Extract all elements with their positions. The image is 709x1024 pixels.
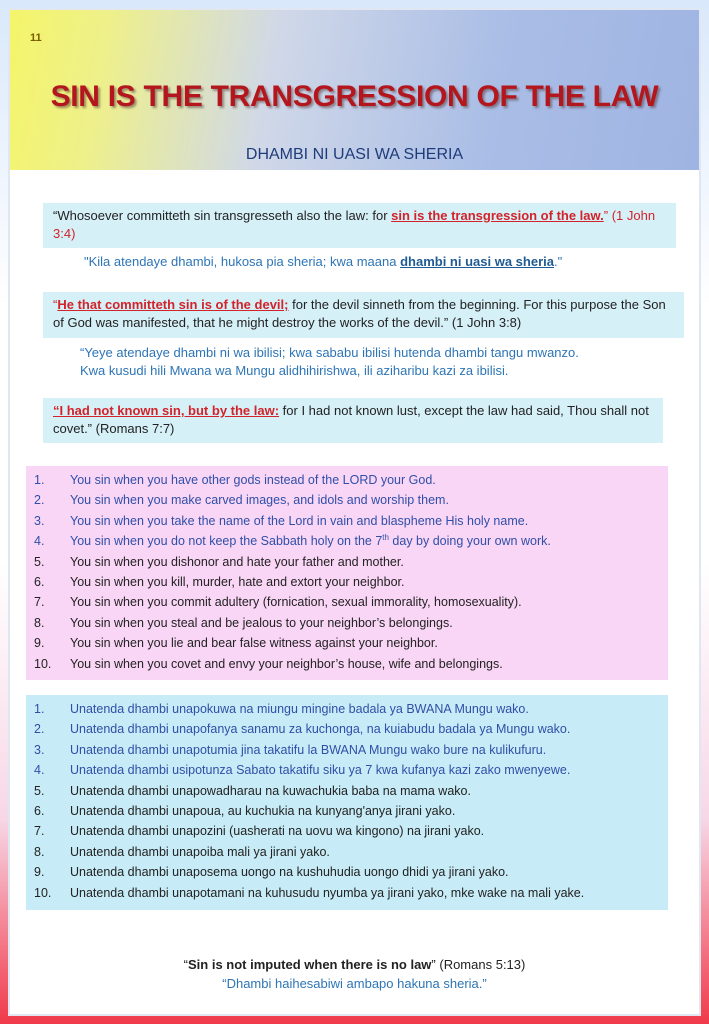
list-item: [26, 470, 668, 490]
list-item-number: 8.: [34, 615, 45, 630]
list-item: [26, 760, 668, 780]
list-item-number: 10.: [34, 885, 52, 900]
list-item: [26, 531, 668, 551]
verse-1-sw-highlight: dhambi ni uasi wa sheria: [400, 254, 554, 269]
verse-2-swahili: [80, 344, 690, 380]
list-item: [26, 781, 668, 801]
list-item-number: 7.: [34, 824, 45, 839]
list-item-text: Unatenda dhambi usipotunza Sabato takatifu siku ya 7 kwa kufanya kazi zako mwenyewe.: [70, 763, 571, 778]
list-item-text: You sin when you commit adultery (fornication, sexual immorality, homosexuality).: [70, 595, 522, 610]
list-item-number: 3.: [34, 742, 45, 757]
list-item: [26, 633, 668, 653]
list-item-text: Unatenda dhambi unaposema uongo na kushuhudia uongo dhidi ya jirani yako.: [70, 865, 509, 880]
list-item-number: 9.: [34, 865, 45, 880]
verse-2-text: for the devil sinneth from the beginning. For this purpose the Son of God was manifested, that he might destroy the works of the devil.” (1 John 3:8): [53, 297, 666, 330]
list-item-number: 1.: [34, 473, 45, 487]
verse-2-sw-line-1: “Yeye atendaye dhambi ni wa ibilisi; kwa sababu ibilisi hutenda dhambi tangu mwanzo.: [80, 345, 579, 360]
list-item-text: You sin when you kill, murder, hate and extort your neighbor.: [70, 574, 405, 589]
list-item-number: 4.: [34, 763, 45, 778]
list-item-text: You sin when you take the name of the Lord in vain and blaspheme His holy name.: [70, 513, 529, 528]
list-item: [26, 842, 668, 862]
list-item-text: Unatenda dhambi unapowadharau na kuwachukia baba na mama wako.: [70, 783, 471, 798]
list-item: [26, 654, 668, 674]
verse-2-open-quote: “: [53, 297, 58, 312]
list-item: [26, 883, 668, 903]
list-item-number: 7.: [34, 595, 45, 610]
list-item-text-end: day by doing your own work.: [388, 534, 551, 549]
verse-1-sw-text: "Kila atendaye dhambi, hukosa pia sheria; kwa maana: [84, 254, 401, 269]
list-item-text: Unatenda dhambi unapoiba mali ya jirani yako.: [70, 844, 330, 859]
verse-3-text: for I had not known lust, except the law had said, Thou shall not covet.” (Romans 7:7): [53, 403, 649, 436]
list-item-number: 3.: [34, 513, 45, 528]
list-item-number: 5.: [34, 554, 45, 569]
list-item-number: 1.: [34, 702, 45, 716]
verse-3-english: [53, 402, 653, 438]
verse-1-reference: ” (1 John 3:4): [53, 208, 656, 241]
list-item-text: You sin when you steal and be jealous to your neighbor’s belongings.: [70, 615, 453, 630]
verse-1-text: “Whosoever committeth sin transgresseth also the law: for: [53, 208, 392, 223]
list-item-number: 6.: [34, 574, 45, 589]
verse-1-sw-end: .": [553, 254, 563, 269]
verse-2-english: [53, 296, 674, 332]
footer-quote-swahili: “Dhambi haihesabiwi ambapo hakuna sheria.”: [222, 976, 487, 991]
list-item-text: You sin when you make carved images, and idols and worship them.: [70, 493, 449, 508]
list-item: [26, 719, 668, 739]
list-item: [26, 552, 668, 572]
verse-1-highlight: sin is the transgression of the law.: [391, 208, 604, 223]
page-number: 11: [30, 32, 42, 44]
list-item-text: You sin when you dishonor and hate your father and mother.: [70, 554, 404, 569]
page-subtitle: DHAMBI NI UASI WA SHERIA: [245, 146, 464, 163]
footer-quote-english: [0, 957, 709, 972]
list-item-superscript: th: [382, 533, 389, 543]
list-item-number: 10.: [34, 656, 52, 671]
list-item: [26, 572, 668, 592]
list-item: [26, 699, 668, 719]
list-item-number: 4.: [34, 534, 45, 549]
verse-2-highlight: He that committeth sin is of the devil;: [57, 297, 289, 312]
list-item: [26, 821, 668, 841]
list-item-text: Unatenda dhambi unapofanya sanamu za kuchonga, na kuiabudu badala ya Mungu wako.: [70, 722, 571, 737]
list-item-number: 2.: [34, 493, 45, 508]
list-item-text: Unatenda dhambi unapokuwa na miungu mingine badala ya BWANA Mungu wako.: [70, 702, 529, 716]
list-item: [26, 592, 668, 612]
list-item: [26, 490, 668, 510]
verse-3-highlight: “I had not known sin, but by the law:: [53, 403, 280, 418]
list-item-text: Unatenda dhambi unapotamani na kuhusudu nyumba ya jirani yako, mke wake na mali yake.: [70, 885, 585, 900]
list-item-text: You sin when you have other gods instead of the LORD your God.: [70, 473, 436, 487]
list-item: [26, 740, 668, 760]
verse-1-swahili: [84, 253, 684, 271]
list-item: [26, 613, 668, 633]
list-item: [26, 801, 668, 821]
list-item: [26, 862, 668, 882]
list-item: [26, 511, 668, 531]
list-item-text: You sin when you covet and envy your neighbor’s house, wife and belongings.: [70, 656, 503, 671]
english-sins-list: [26, 466, 668, 680]
page-header: [10, 10, 699, 170]
footer-quote-bold: Sin is not imputed when there is no law: [188, 957, 432, 972]
footer-open-quote: “: [183, 957, 188, 972]
list-item-number: 8.: [34, 844, 45, 859]
list-item-number: 5.: [34, 783, 45, 798]
list-item-text: You sin when you do not keep the Sabbath holy on the 7: [70, 534, 383, 549]
page-title: SIN IS THE TRANSGRESSION OF THE LAW: [50, 80, 659, 113]
verse-2-sw-line-2: Kwa kusudi hili Mwana wa Mungu alidhihirishwa, ili aziharibu kazi za ibilisi.: [80, 363, 509, 378]
verse-3-box: [43, 398, 663, 443]
list-item-text: Unatenda dhambi unapozini (uasherati na uovu wa kingono) na jirani yako.: [70, 824, 485, 839]
list-item-text: Unatenda dhambi unapotumia jina takatifu la BWANA Mungu wako bure na kulikufuru.: [70, 742, 547, 757]
list-item-number: 6.: [34, 803, 45, 818]
footer-quote-reference: ” (Romans 5:13): [431, 957, 526, 972]
swahili-sins-list: [26, 695, 668, 910]
list-item-number: 9.: [34, 636, 45, 651]
list-item-text: You sin when you lie and bear false witness against your neighbor.: [70, 636, 438, 651]
verse-1-box: [43, 203, 676, 248]
list-item-text: Unatenda dhambi unapoua, au kuchukia na kunyang'anya jirani yako.: [70, 803, 456, 818]
verse-1-english: [53, 207, 666, 243]
list-item-number: 2.: [34, 722, 45, 737]
verse-2-box: [43, 292, 684, 338]
